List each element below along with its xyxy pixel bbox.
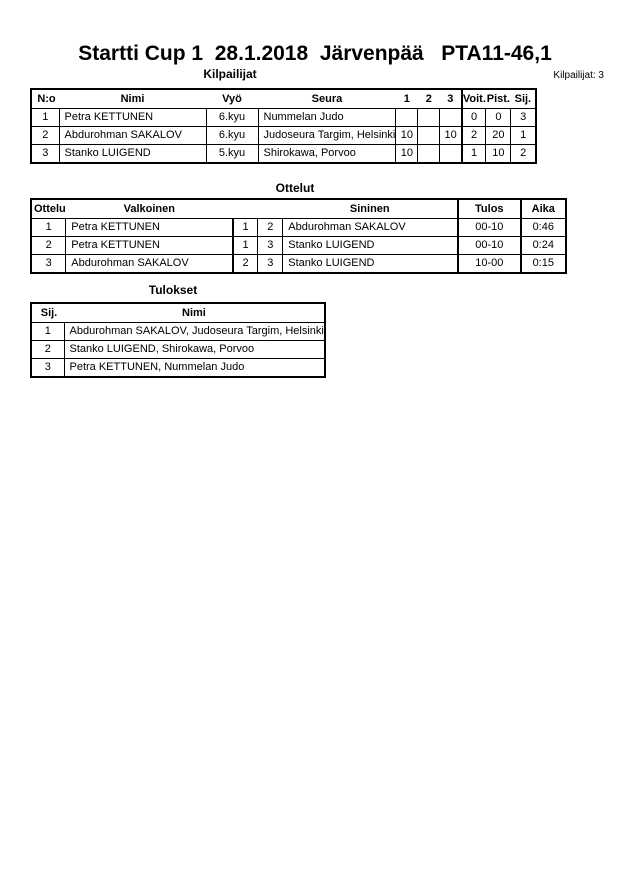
cell-sininen: Stanko LUIGEND — [283, 255, 458, 274]
col-header-nimi: Nimi — [59, 89, 206, 109]
cell-round2 — [418, 127, 440, 145]
cell-voit: 1 — [462, 145, 486, 164]
cell-nimi: Petra KETTUNEN, Nummelan Judo — [64, 359, 325, 378]
table-row — [31, 109, 536, 127]
col-header-round1: 1 — [396, 89, 418, 109]
cell-round2 — [418, 109, 440, 127]
cell-pist: 20 — [486, 127, 511, 145]
cell-aika: 0:15 — [521, 255, 566, 274]
col-header-tulos: Tulos — [458, 199, 521, 219]
col-header-nimi: Nimi — [64, 303, 325, 323]
cell-white-number: 2 — [233, 255, 258, 274]
table-row — [31, 127, 536, 145]
table-row — [31, 237, 566, 255]
cell-round3: 10 — [440, 127, 462, 145]
cell-sininen: Stanko LUIGEND — [283, 237, 458, 255]
cell-nimi: Abdurohman SAKALOV — [59, 127, 206, 145]
cell-sij: 3 — [31, 359, 64, 378]
cell-no: 1 — [31, 109, 59, 127]
col-header-sij: Sij. — [511, 89, 536, 109]
col-header-valkoinen: Valkoinen — [66, 199, 233, 219]
cell-white-number: 1 — [233, 237, 258, 255]
cell-vyo: 5.kyu — [206, 145, 258, 164]
cell-ottelu: 1 — [31, 219, 66, 237]
col-header-voit: Voit. — [462, 89, 486, 109]
table-row — [31, 323, 325, 341]
cell-round3 — [440, 145, 462, 164]
table-row — [31, 359, 325, 378]
cell-blue-number: 2 — [258, 219, 283, 237]
cell-no: 2 — [31, 127, 59, 145]
cell-sij: 1 — [511, 127, 536, 145]
cell-seura: Shirokawa, Porvoo — [258, 145, 396, 164]
cell-round1: 10 — [396, 127, 418, 145]
cell-tulos: 10-00 — [458, 255, 521, 274]
cell-aika: 0:24 — [521, 237, 566, 255]
cell-sij: 2 — [511, 145, 536, 164]
cell-blue-number: 3 — [258, 237, 283, 255]
cell-nimi: Stanko LUIGEND — [59, 145, 206, 164]
col-header-vyo: Vyö — [206, 89, 258, 109]
tulokset-header-row — [31, 303, 325, 323]
col-header-aika: Aika — [521, 199, 566, 219]
cell-ottelu: 3 — [31, 255, 66, 274]
table-row — [31, 219, 566, 237]
cell-pist: 0 — [486, 109, 511, 127]
cell-sij: 2 — [31, 341, 64, 359]
cell-aika: 0:46 — [521, 219, 566, 237]
cell-sininen: Abdurohman SAKALOV — [283, 219, 458, 237]
col-header-ottelu: Ottelu — [31, 199, 66, 219]
page-title: Startti Cup 1 28.1.2018 Järvenpää PTA11-46,1 — [78, 42, 552, 65]
cell-tulos: 00-10 — [458, 219, 521, 237]
table-row — [31, 255, 566, 274]
competitor-count-label: Kilpailijat: 3 — [553, 70, 604, 81]
cell-voit: 0 — [462, 109, 486, 127]
table-row — [31, 341, 325, 359]
col-header-round3: 3 — [440, 89, 462, 109]
tulokset-table — [30, 302, 326, 378]
table-row — [31, 145, 536, 164]
col-header-round2: 2 — [418, 89, 440, 109]
cell-vyo: 6.kyu — [206, 109, 258, 127]
cell-ottelu: 2 — [31, 237, 66, 255]
cell-nimi: Abdurohman SAKALOV, Judoseura Targim, Helsinki — [64, 323, 325, 341]
kilpailijat-section-title: Kilpailijat — [203, 67, 257, 81]
cell-blue-number: 3 — [258, 255, 283, 274]
tulokset-section-title: Tulokset — [148, 283, 198, 297]
col-header-pist: Pist. — [486, 89, 511, 109]
cell-sij: 3 — [511, 109, 536, 127]
cell-round1: 10 — [396, 145, 418, 164]
cell-round2 — [418, 145, 440, 164]
cell-valkoinen: Petra KETTUNEN — [66, 237, 233, 255]
cell-white-number: 1 — [233, 219, 258, 237]
cell-round1 — [396, 109, 418, 127]
ottelut-table — [30, 198, 567, 274]
cell-nimi: Petra KETTUNEN — [59, 109, 206, 127]
col-header-sij: Sij. — [31, 303, 64, 323]
col-header-numbers — [233, 199, 283, 219]
cell-sij: 1 — [31, 323, 64, 341]
cell-nimi: Stanko LUIGEND, Shirokawa, Porvoo — [64, 341, 325, 359]
cell-valkoinen: Abdurohman SAKALOV — [66, 255, 233, 274]
col-header-no: N:o — [31, 89, 59, 109]
cell-seura: Judoseura Targim, Helsinki — [258, 127, 396, 145]
cell-vyo: 6.kyu — [206, 127, 258, 145]
cell-pist: 10 — [486, 145, 511, 164]
kilpailijat-table — [30, 88, 537, 164]
col-header-sininen: Sininen — [283, 199, 458, 219]
ottelut-section-title: Ottelut — [275, 181, 315, 195]
col-header-seura: Seura — [258, 89, 396, 109]
ottelut-header-row — [31, 199, 566, 219]
cell-valkoinen: Petra KETTUNEN — [66, 219, 233, 237]
kilpailijat-header-row — [31, 89, 536, 109]
cell-no: 3 — [31, 145, 59, 164]
cell-voit: 2 — [462, 127, 486, 145]
cell-seura: Nummelan Judo — [258, 109, 396, 127]
cell-tulos: 00-10 — [458, 237, 521, 255]
cell-round3 — [440, 109, 462, 127]
